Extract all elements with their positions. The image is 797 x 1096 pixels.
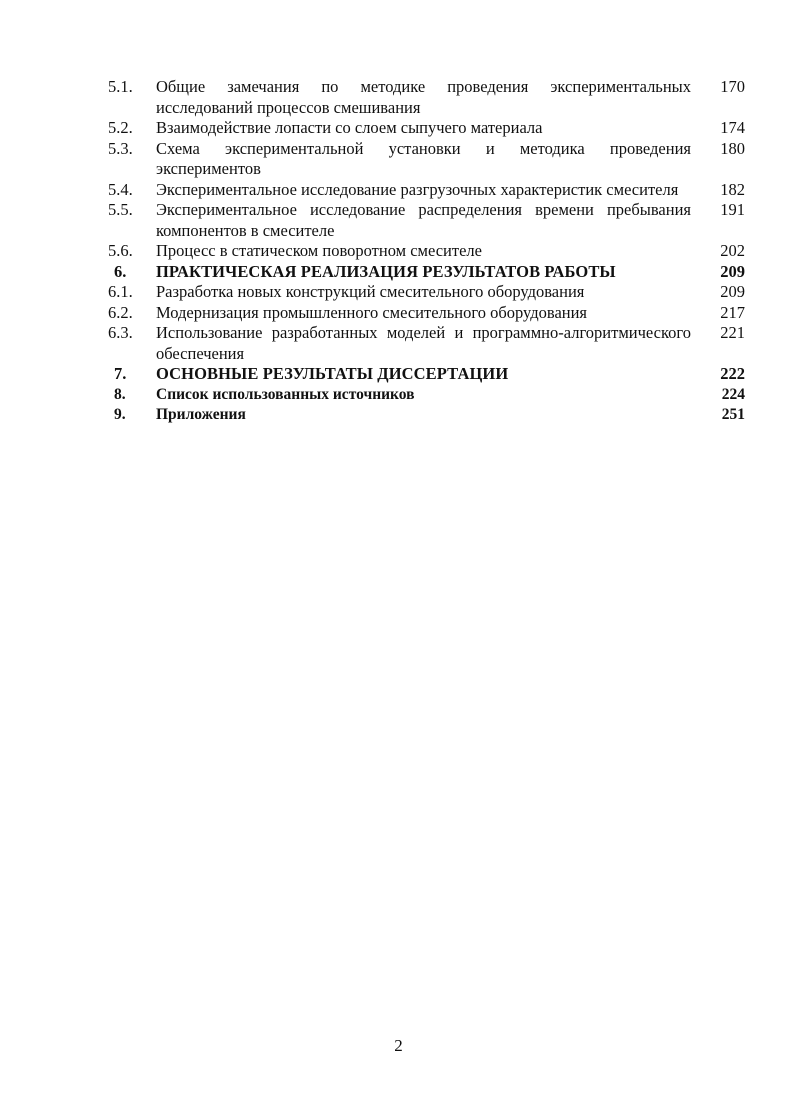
toc-entry (108, 77, 748, 118)
toc-chapter (108, 364, 748, 385)
toc-chapter (108, 385, 748, 406)
toc-entry (108, 200, 748, 241)
toc-entry (108, 241, 748, 262)
toc-entry (108, 282, 748, 303)
toc-chapter-number: 7. (114, 364, 127, 383)
toc-entry-page: 191 (720, 200, 745, 219)
toc-chapter-page: 251 (721, 406, 745, 423)
toc-entry-number: 6.1. (108, 282, 133, 301)
toc-chapter-title: ОСНОВНЫЕ РЕЗУЛЬТАТЫ ДИССЕРТАЦИИ (156, 364, 509, 383)
toc-entry-number: 5.5. (108, 200, 133, 219)
toc-entry-number: 6.3. (108, 323, 133, 342)
toc-entry-title: Разработка новых конструкций смесительного оборудования (156, 282, 585, 301)
toc-entry-number: 5.6. (108, 241, 133, 260)
page-number: 2 (394, 1036, 403, 1055)
toc-entry-number: 5.1. (108, 77, 133, 96)
toc-chapter-page: 222 (720, 364, 745, 383)
toc-chapter-title: Список использованных источников (156, 385, 415, 403)
toc-entry-page: 209 (720, 282, 745, 301)
toc-entry-page: 180 (720, 138, 745, 158)
toc-chapter-title: ПРАКТИЧЕСКАЯ РЕАЛИЗАЦИЯ РЕЗУЛЬТАТОВ РАБОТЫ (156, 261, 616, 281)
toc-chapter-title: Приложения (156, 406, 246, 423)
toc-chapter-page: 224 (721, 385, 745, 403)
toc-entry (108, 323, 748, 364)
table-of-contents (108, 77, 748, 426)
toc-entry-number: 5.2. (108, 118, 133, 137)
toc-chapter-number: 6. (114, 261, 127, 281)
toc-entry-number: 6.2. (108, 302, 133, 322)
toc-entry-page: 182 (720, 179, 745, 199)
toc-entry-title: Экспериментальное исследование распределения времени пребывания компонентов в смесителе (156, 200, 691, 240)
toc-entry-page: 202 (720, 241, 745, 260)
toc-entry-title: Использование разработанных моделей и программно-алгоритмического обеспечения (156, 323, 691, 363)
toc-entry (108, 139, 748, 180)
toc-entry-page: 170 (720, 77, 745, 96)
toc-entry-title: Процесс в статическом поворотном смесителе (156, 241, 482, 260)
toc-chapter (108, 405, 748, 426)
toc-chapter-number: 9. (114, 406, 126, 423)
toc-entry-title: Экспериментальное исследование разгрузочных характеристик смесителя (156, 179, 679, 199)
toc-entry (108, 118, 748, 139)
toc-entry-title: Взаимодействие лопасти со слоем сыпучего материала (156, 118, 543, 137)
toc-entry-page: 217 (720, 302, 745, 322)
toc-entry (108, 180, 748, 201)
toc-entry-title: Общие замечания по методике проведения экспериментальных исследований процессов смешивания (156, 77, 691, 117)
toc-entry-page: 221 (720, 323, 745, 342)
toc-chapter-page: 209 (720, 261, 745, 281)
toc-entry-title: Модернизация промышленного смесительного оборудования (156, 302, 588, 322)
toc-entry (108, 303, 748, 324)
toc-chapter-number: 8. (114, 385, 126, 403)
toc-entry-number: 5.3. (108, 138, 133, 158)
toc-entry-number: 5.4. (108, 179, 133, 199)
toc-entry-page: 174 (720, 118, 745, 137)
toc-entry-title: Схема экспериментальной установки и методика проведения экспериментов (156, 138, 691, 178)
toc-chapter (108, 262, 748, 283)
